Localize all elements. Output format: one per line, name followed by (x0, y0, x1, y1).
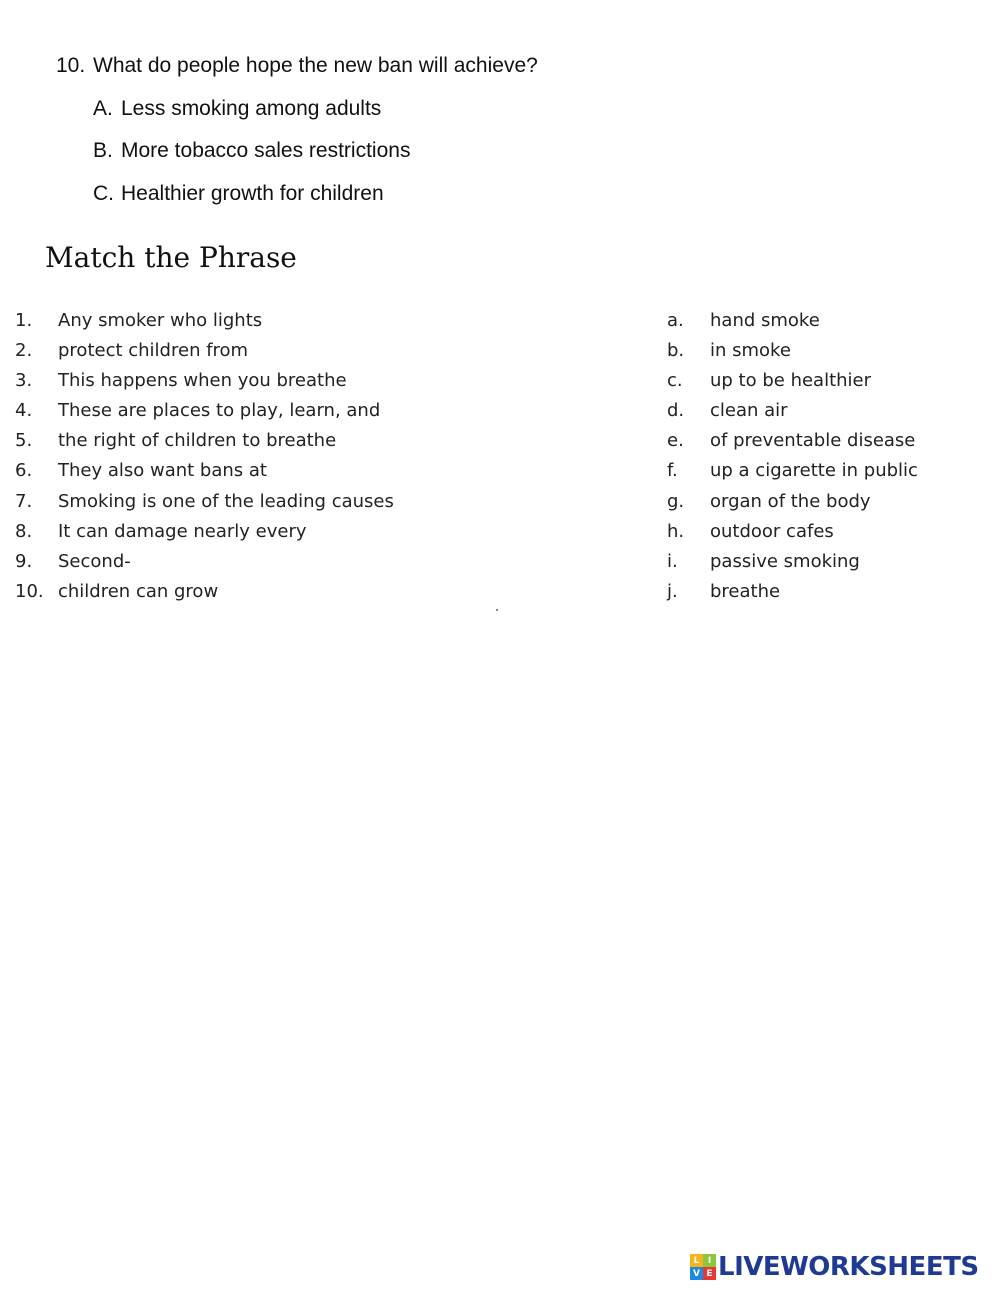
match-left-item (15, 517, 394, 547)
match-right-item-marker: h. (667, 520, 685, 542)
match-right-column (667, 306, 918, 607)
option-letter: A. (93, 97, 113, 120)
match-left-item-text: Any smoker who lights (58, 310, 263, 331)
match-right-item-text: in smoke (710, 340, 791, 362)
match-right-item-marker: g. (667, 490, 685, 512)
match-left-item-marker: 5. (15, 430, 33, 452)
match-left-item-marker: 1. (15, 310, 33, 331)
question-text: What do people hope the new ban will achieve? (93, 54, 538, 77)
match-left-item-marker: 9. (15, 550, 33, 572)
match-left-item-text: This happens when you breathe (58, 370, 347, 392)
logo-icon-tile: I (703, 1254, 716, 1267)
match-right-item-text: up a cigarette in public (710, 460, 918, 482)
match-right-item-marker: a. (667, 310, 684, 331)
match-right-item-marker: j. (667, 580, 678, 602)
match-left-item-text: protect children from (58, 340, 249, 362)
match-left-item-text: They also want bans at (58, 460, 267, 482)
option-b (93, 137, 410, 165)
option-text: Less smoking among adults (121, 97, 382, 120)
match-right-item-text: organ of the body (710, 490, 871, 512)
match-right-item-text: clean air (710, 400, 788, 422)
match-right-item (667, 456, 918, 486)
match-left-item-marker: 3. (15, 370, 33, 392)
option-a (93, 95, 381, 123)
liveworksheets-logo-icon (690, 1254, 716, 1280)
match-left-item-marker: 8. (15, 520, 33, 542)
option-text: More tobacco sales restrictions (121, 139, 411, 162)
stray-dot (496, 609, 498, 611)
match-left-item-marker: 7. (15, 490, 33, 512)
match-right-item (667, 306, 918, 336)
match-left-item-marker: 2. (15, 340, 33, 362)
match-right-item-marker: e. (667, 430, 684, 452)
logo-icon-tile: V (690, 1267, 703, 1280)
match-left-item (15, 336, 394, 366)
match-left-item-marker: 10. (15, 580, 44, 602)
option-letter: C. (93, 182, 114, 205)
match-right-item-marker: b. (667, 340, 685, 362)
match-left-item-text: the right of children to breathe (58, 430, 337, 452)
match-left-item (15, 456, 394, 486)
match-right-item (667, 426, 918, 456)
match-right-item-text: up to be healthier (710, 370, 872, 392)
match-left-item (15, 396, 394, 426)
option-text: Healthier growth for children (121, 182, 384, 205)
match-left-item-text: It can damage nearly every (58, 520, 307, 542)
match-left-item-text: children can grow (58, 580, 219, 602)
logo-icon-tile: L (690, 1254, 703, 1267)
match-right-item-marker: d. (667, 400, 685, 422)
option-letter: B. (93, 139, 113, 162)
question-prompt (56, 52, 538, 80)
match-right-item (667, 577, 918, 607)
match-right-item (667, 396, 918, 426)
section-title: Match the Phrase (45, 241, 297, 274)
question-number: 10. (56, 54, 86, 77)
match-right-item (667, 336, 918, 366)
match-right-item-marker: i. (667, 550, 678, 572)
match-left-item-marker: 6. (15, 460, 33, 482)
liveworksheets-logo-text: LIVEWORKSHEETS (718, 1252, 979, 1282)
match-right-item-text: breathe (710, 580, 781, 602)
match-right-item-text: passive smoking (710, 550, 860, 572)
match-left-item (15, 577, 394, 607)
match-left-column (15, 306, 394, 607)
match-right-item (667, 547, 918, 577)
option-c (93, 180, 384, 208)
logo-icon-tile: E (703, 1267, 716, 1280)
match-right-item-text: of preventable disease (710, 430, 916, 452)
match-left-item-text: These are places to play, learn, and (58, 400, 381, 422)
match-right-item-text: outdoor cafes (710, 520, 834, 542)
match-right-item (667, 487, 918, 517)
match-right-item-text: hand smoke (710, 310, 820, 331)
liveworksheets-logo (690, 1249, 979, 1285)
match-left-item-marker: 4. (15, 400, 33, 422)
match-left-item (15, 426, 394, 456)
match-left-item (15, 487, 394, 517)
match-right-item (667, 517, 918, 547)
match-right-item-marker: f. (667, 460, 678, 482)
match-right-item-marker: c. (667, 370, 683, 392)
match-right-item (667, 366, 918, 396)
match-left-item (15, 547, 394, 577)
match-left-item (15, 306, 394, 336)
match-left-item-text: Smoking is one of the leading causes (58, 490, 394, 512)
match-left-item (15, 366, 394, 396)
match-left-item-text: Second- (58, 550, 131, 572)
